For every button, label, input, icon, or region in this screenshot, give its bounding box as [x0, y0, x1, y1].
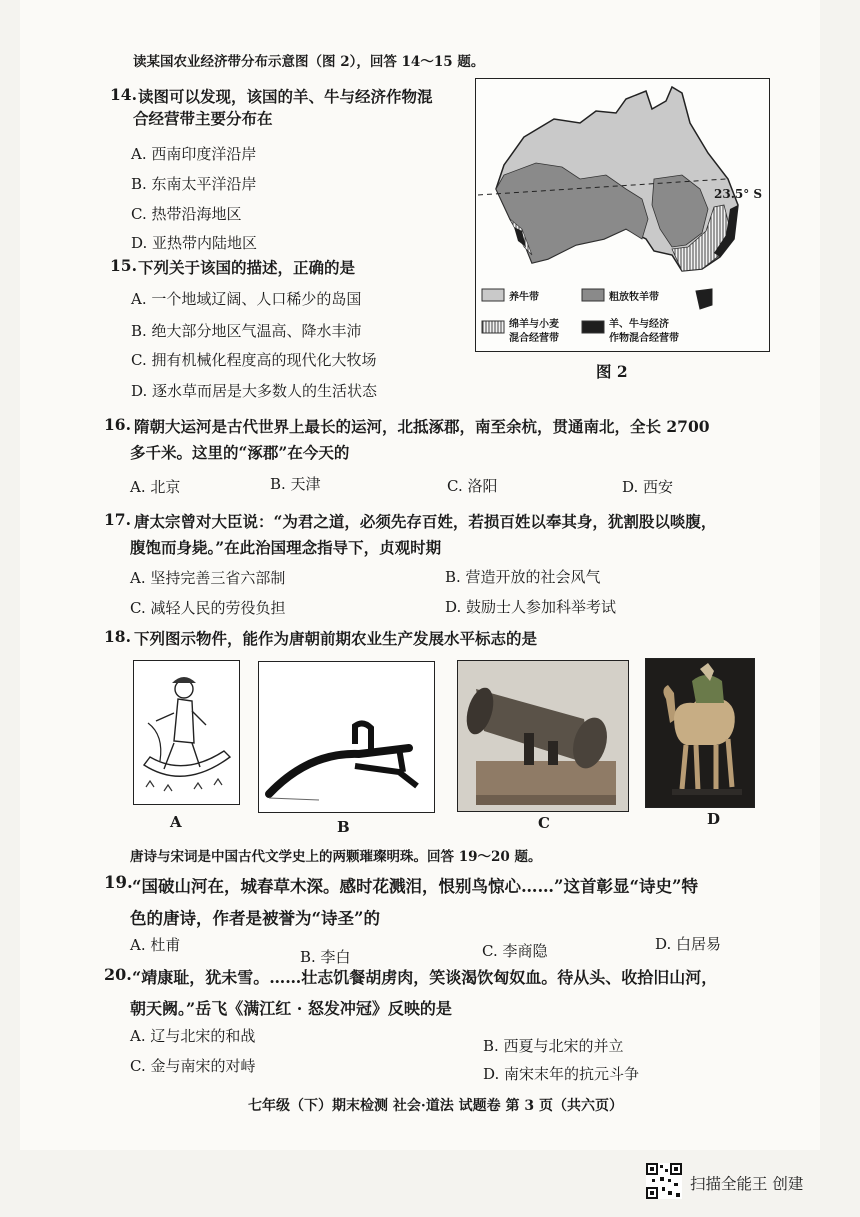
q16-number: 16. — [104, 415, 131, 434]
picture-b-label: B — [337, 818, 350, 836]
figure-2-caption: 图 2 — [596, 362, 628, 381]
q18-number: 18. — [104, 627, 131, 646]
legend-mixed-1: 羊、牛与经济 — [609, 319, 669, 330]
legend-swatch-cattle — [482, 289, 504, 301]
q14-number: 14. — [110, 85, 137, 104]
page-footer: 七年级（下）期末检测 社会·道法 试题卷 第 3 页（共六页） — [248, 1098, 623, 1114]
picture-a-label: A — [170, 813, 182, 831]
intro-14-15: 读某国农业经济带分布示意图（图 2），回答 14～15 题。 — [133, 54, 485, 70]
q19-option-d: D. 白居易 — [655, 935, 722, 953]
q16-option-d: D. 西安 — [622, 478, 674, 496]
q17-stem-line1: 唐太宗曾对大臣说：“为君之道，必须先存百姓，若损百姓以奉其身，犹割股以啖腹， — [134, 512, 717, 531]
intro-19-20: 唐诗与宋词是中国古代文学史上的两颗璀璨明珠。回答 19～20 题。 — [130, 849, 542, 865]
q14-option-d: D. 亚热带内陆地区 — [131, 234, 258, 252]
legend-sheep-wheat-2: 混合经营带 — [509, 333, 559, 344]
picture-c-cannon-photo — [457, 660, 629, 812]
q19-option-a: A. 杜甫 — [130, 936, 181, 954]
q15-stem: 下列关于该国的描述，正确的是 — [138, 258, 356, 277]
picture-b-svg — [259, 662, 434, 812]
q17-option-d: D. 鼓励士人参加科举考试 — [445, 598, 617, 616]
q19-stem-line2: 色的唐诗，作者是被誉为“诗圣”的 — [130, 909, 380, 928]
legend-swatch-rough-sheep — [582, 289, 604, 301]
q20-stem-line1: “靖康耻，犹未雪。……壮志饥餐胡虏肉，笑谈渴饮匈奴血。待从头、收拾旧山河， — [132, 968, 718, 987]
tasmania-island — [696, 289, 712, 309]
legend-swatch-sheep-wheat — [482, 321, 504, 333]
watermark-text: 扫描全能王 创建 — [690, 1175, 804, 1193]
legend-rough-sheep: 粗放牧羊带 — [609, 292, 659, 303]
q20-option-a: A. 辽与北宋的和战 — [130, 1027, 256, 1045]
picture-d-label: D — [707, 810, 721, 828]
q18-stem: 下列图示物件，能作为唐朝前期农业生产发展水平标志的是 — [134, 629, 538, 648]
q15-number: 15. — [110, 256, 137, 275]
legend-sheep-wheat-1: 绵羊与小麦 — [509, 319, 559, 330]
q19-option-b: B. 李白 — [300, 948, 351, 966]
q14-option-a: A. 西南印度洋沿岸 — [131, 145, 257, 163]
q16-stem-line1: 隋朝大运河是古代世界上最长的运河，北抵涿郡，南至余杭，贯通南北，全长 2700 — [134, 417, 710, 436]
q20-option-c: C. 金与南宋的对峙 — [130, 1057, 256, 1075]
figure-2-map — [475, 78, 770, 352]
picture-d-svg — [646, 659, 754, 807]
q20-stem-line2: 朝天阙。”岳飞《满江红 · 怒发冲冠》反映的是 — [130, 999, 452, 1018]
q17-option-c: C. 减轻人民的劳役负担 — [130, 599, 286, 617]
q16-option-b: B. 天津 — [270, 475, 321, 493]
q15-option-b: B. 绝大部分地区气温高、降水丰沛 — [131, 322, 362, 340]
q16-stem-line2: 多千米。这里的“涿郡”在今天的 — [130, 443, 350, 462]
q14-option-b: B. 东南太平洋沿岸 — [131, 175, 257, 193]
q19-stem-line1: “国破山河在，城春草木深。感时花溅泪，恨别鸟惊心……”这首彰显“诗史”特 — [132, 877, 698, 896]
picture-c-label: C — [538, 814, 550, 832]
q17-number: 17. — [104, 510, 131, 529]
legend-cattle: 养牛带 — [509, 292, 539, 303]
legend-mixed-2: 作物混合经营带 — [609, 333, 679, 344]
picture-a-svg — [134, 661, 239, 804]
picture-d-camel-photo — [645, 658, 755, 808]
q17-option-b: B. 营造开放的社会风气 — [445, 568, 601, 586]
q14-stem-line1: 读图可以发现，该国的羊、牛与经济作物混 — [138, 87, 433, 106]
q15-option-a: A. 一个地域辽阔、人口稀少的岛国 — [131, 290, 362, 308]
q14-stem-line2: 合经营带主要分布在 — [133, 109, 273, 128]
qr-code-icon — [646, 1163, 682, 1199]
q20-option-b: B. 西夏与北宋的并立 — [483, 1037, 624, 1055]
q16-option-c: C. 洛阳 — [447, 477, 498, 495]
q15-option-c: C. 拥有机械化程度高的现代化大牧场 — [131, 351, 377, 369]
q16-option-a: A. 北京 — [130, 478, 181, 496]
picture-c-svg — [458, 661, 628, 811]
q17-option-a: A. 坚持完善三省六部制 — [130, 569, 286, 587]
picture-b-plough — [258, 661, 435, 813]
q20-number: 20. — [104, 965, 132, 984]
australia-map-svg — [476, 79, 769, 351]
q15-option-d: D. 逐水草而居是大多数人的生活状态 — [131, 382, 378, 400]
scanner-watermark — [646, 1163, 836, 1203]
q19-number: 19. — [104, 873, 133, 892]
q17-stem-line2: 腹饱而身毙。”在此治国理念指导下，贞观时期 — [130, 538, 442, 557]
q20-option-d: D. 南宋末年的抗元斗争 — [483, 1065, 640, 1083]
picture-a-line-drawing — [133, 660, 240, 805]
q14-option-c: C. 热带沿海地区 — [131, 205, 242, 223]
latitude-label: 23.5° S — [714, 187, 763, 201]
legend-swatch-mixed — [582, 321, 604, 333]
q19-option-c: C. 李商隐 — [482, 942, 548, 960]
